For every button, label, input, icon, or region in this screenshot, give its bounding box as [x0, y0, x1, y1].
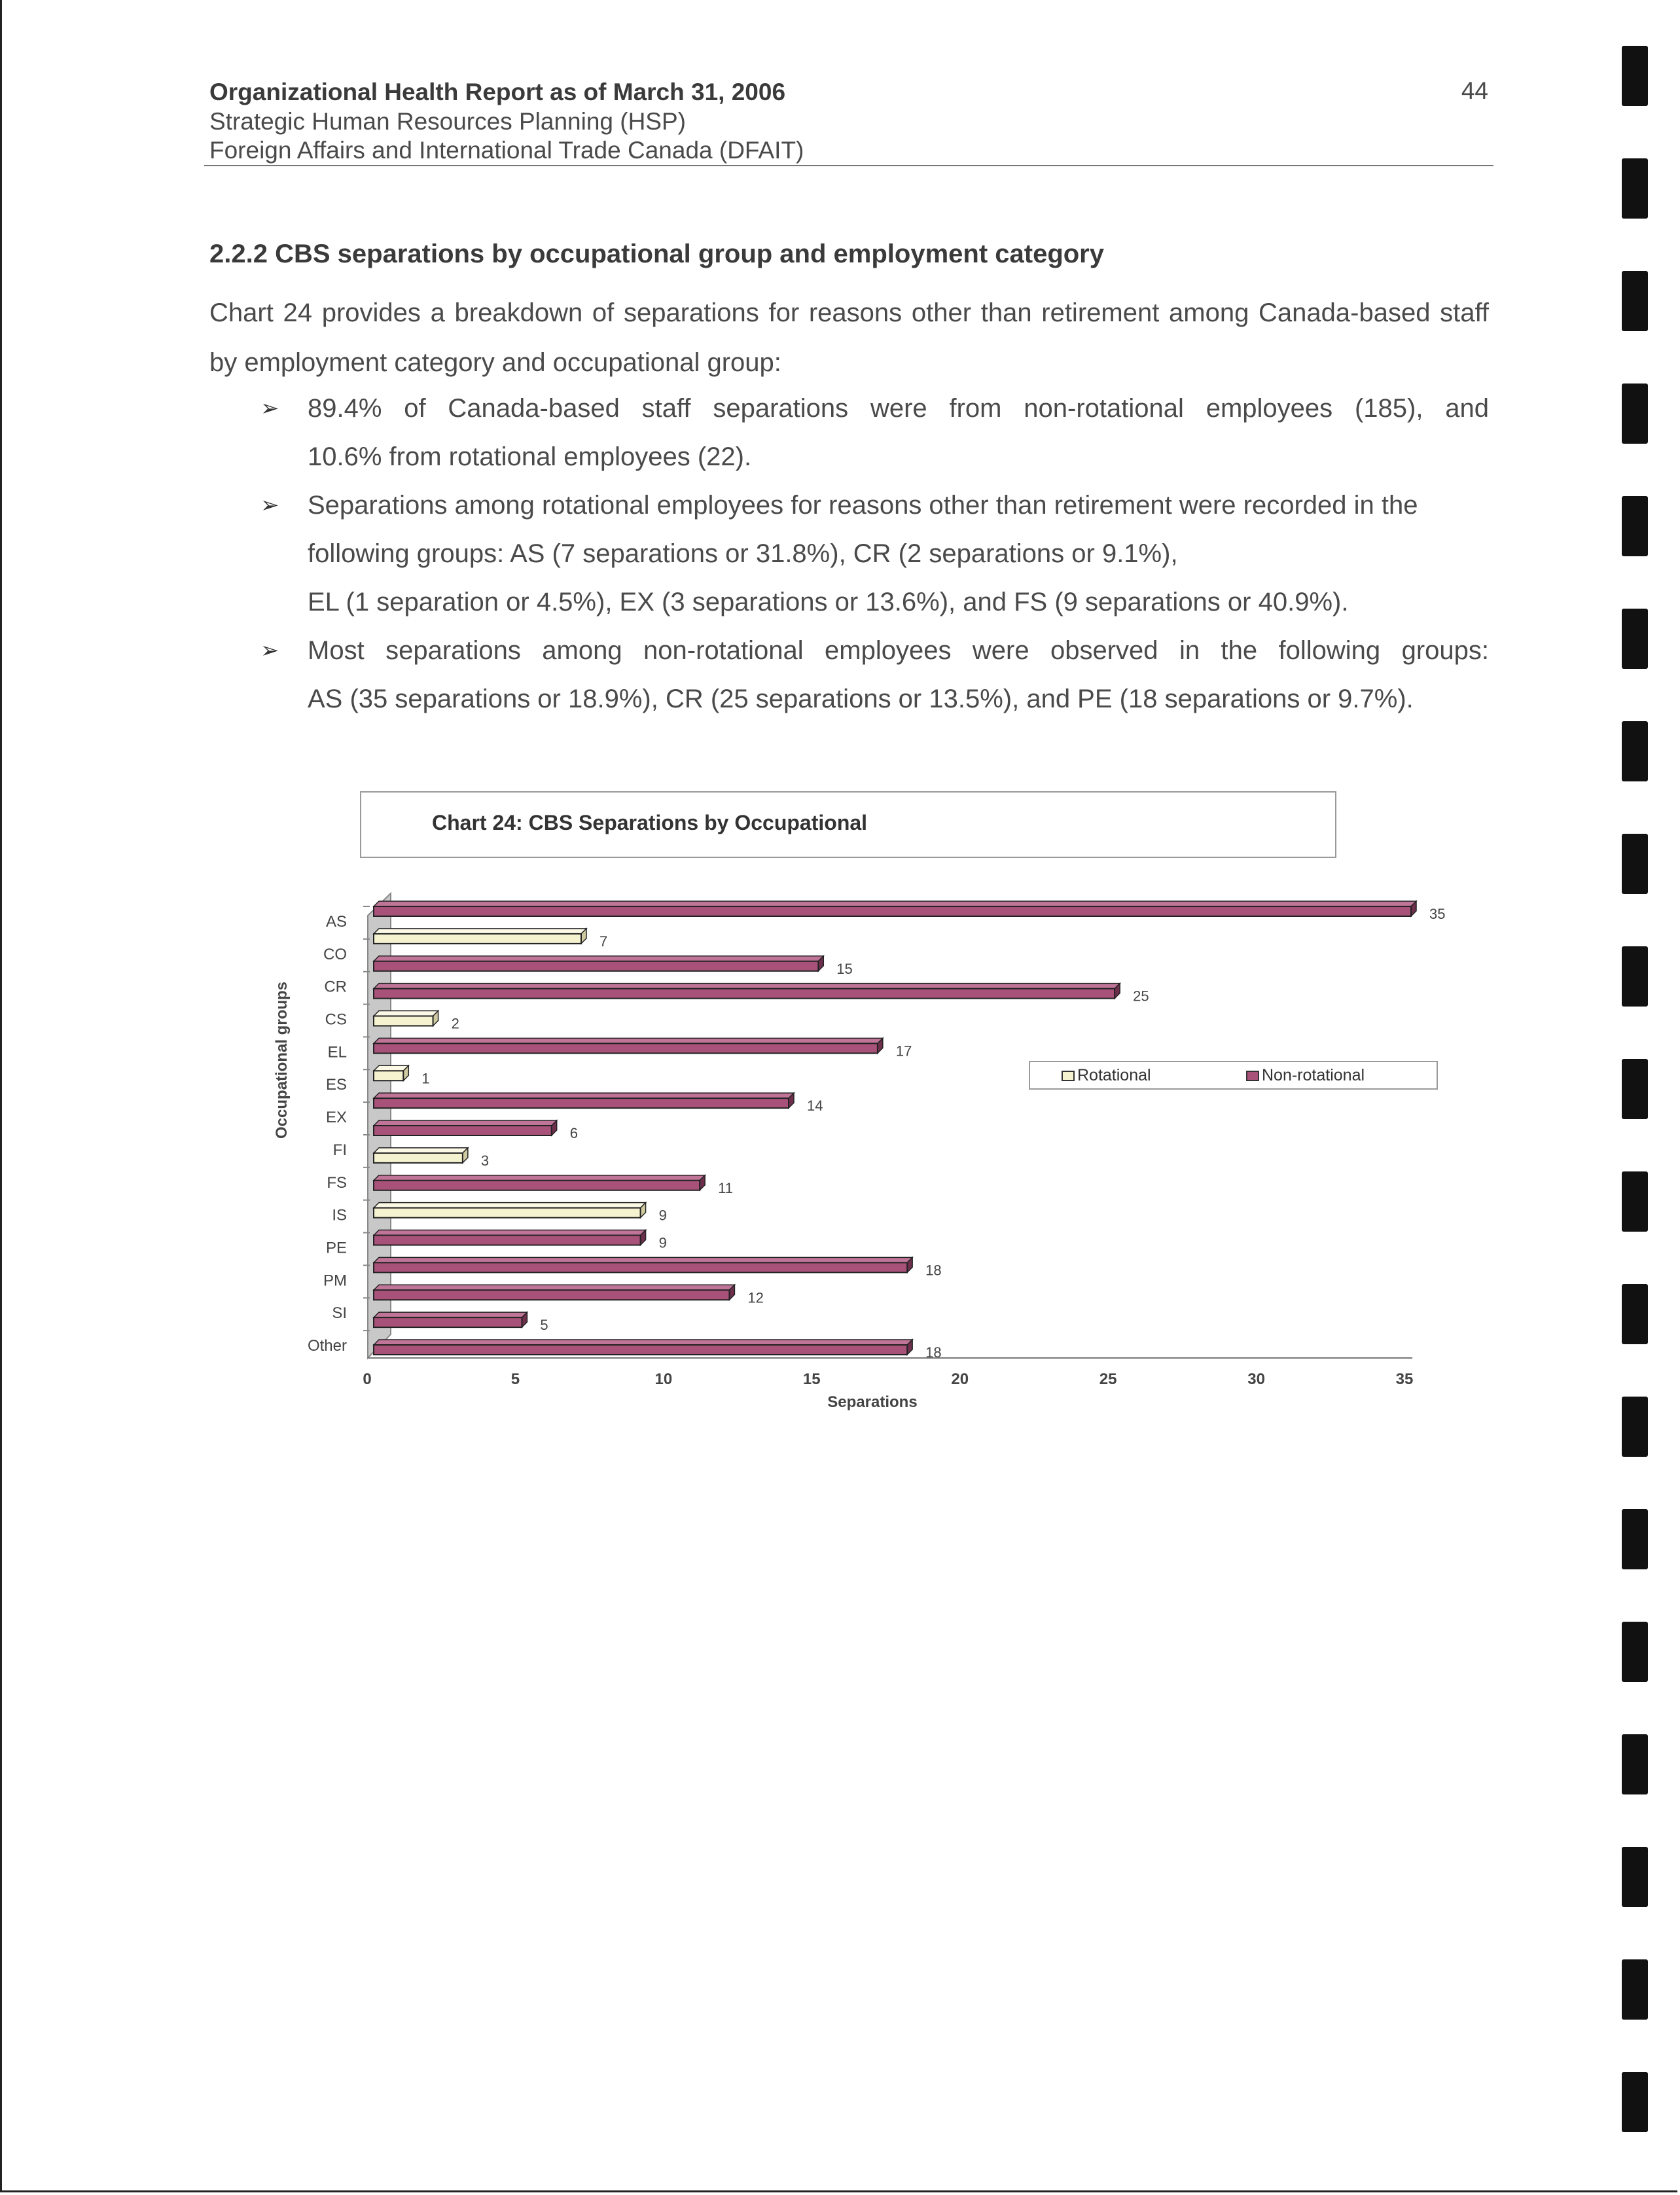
y-axis-title: Occupational groups [273, 981, 291, 1139]
bar-value-label: 6 [569, 1125, 578, 1141]
bar-cr-rotational [374, 1016, 433, 1026]
bar-cr-non-rotational [374, 989, 1115, 999]
legend-swatch [1062, 1071, 1075, 1081]
x-tick-label: 35 [1395, 1370, 1414, 1388]
binder-hole [1622, 721, 1648, 781]
y-tick-label: PE [325, 1239, 347, 1257]
y-tick-label: SI [332, 1304, 347, 1323]
bar-top [374, 1203, 646, 1208]
bar-top [374, 1093, 794, 1098]
bar-pe-non-rotational [374, 1262, 907, 1272]
bar-value-label: 18 [925, 1344, 942, 1361]
bar-es-non-rotational [374, 1098, 789, 1108]
bar-si-non-rotational [374, 1317, 522, 1327]
y-tick-label: EL [327, 1043, 347, 1062]
arrow-bullet-icon: ➢ [260, 396, 279, 421]
bar-value-label: 11 [718, 1179, 733, 1196]
bar-value-label: 3 [480, 1152, 490, 1169]
binder-hole [1622, 1284, 1648, 1344]
binder-hole [1622, 46, 1648, 106]
bar-value-label: 9 [658, 1234, 667, 1251]
bar-fi-non-rotational [374, 1181, 700, 1190]
binder-hole [1622, 1847, 1648, 1907]
bar-top [374, 901, 1416, 906]
y-tick-label: ES [325, 1076, 347, 1094]
bullet-line: AS (35 separations or 18.9%), CR (25 separations or 13.5%), and PE (18 separations or 9.7%). [308, 685, 1414, 713]
legend-label: Rotational [1077, 1066, 1151, 1084]
y-tick-label: FI [332, 1141, 347, 1159]
header-line-3: Foreign Affairs and International Trade Canada (DFAIT) [209, 137, 804, 164]
y-tick-label: AS [325, 912, 347, 931]
x-axis-title: Separations [827, 1393, 918, 1411]
y-tick-label: PM [323, 1272, 347, 1290]
bar-top [374, 1148, 468, 1153]
binder-hole [1622, 1059, 1648, 1119]
chart-title: Chart 24: CBS Separations by Occupational [432, 811, 868, 834]
bar-top [374, 1175, 705, 1181]
y-tick-label: CO [323, 945, 347, 963]
binder-hole [1622, 946, 1648, 1007]
bar-top [374, 984, 1120, 989]
y-tick-label: IS [332, 1206, 347, 1224]
binder-hole [1622, 496, 1648, 556]
bar-top [374, 1340, 912, 1345]
binder-hole [1622, 1959, 1648, 2020]
bar-top [374, 1011, 438, 1016]
bar-value-label: 7 [599, 933, 608, 950]
bar-fs-rotational [374, 1208, 641, 1218]
bar-el-rotational [374, 1071, 403, 1080]
bar-top [374, 1257, 912, 1262]
binder-hole [1622, 1622, 1648, 1682]
bar-ex-non-rotational [374, 1126, 552, 1135]
binder-hole [1622, 834, 1648, 894]
legend-label: Non-rotational [1262, 1066, 1365, 1084]
y-tick-label: EX [325, 1109, 347, 1127]
y-tick-label: CS [325, 1010, 347, 1029]
bar-value-label: 2 [451, 1015, 459, 1032]
bullet-line: Separations among rotational employees for reasons other than retirement were recorded in the [308, 491, 1418, 520]
bar-cs-non-rotational [374, 1043, 878, 1053]
bar-value-label: 25 [1133, 988, 1149, 1005]
bar-top [374, 929, 586, 934]
bar-value-label: 17 [895, 1043, 912, 1060]
bar-is-non-rotational [374, 1236, 641, 1245]
x-tick-label: 30 [1247, 1370, 1265, 1388]
section-title: 2.2.2 CBS separations by occupational group and employment category [209, 240, 1104, 268]
bar-value-label: 5 [540, 1317, 548, 1334]
bar-value-label: 9 [658, 1207, 667, 1224]
bar-top [374, 1285, 734, 1290]
bar-as-non-rotational [374, 906, 1411, 916]
x-tick-label: 25 [1099, 1370, 1117, 1388]
bar-value-label: 35 [1429, 906, 1446, 922]
x-tick-label: 10 [654, 1370, 673, 1388]
binder-hole [1622, 1171, 1648, 1232]
bullet-line: following groups: AS (7 separations or 31.8%), CR (2 separations or 9.1%), [308, 539, 1178, 568]
bar-pm-non-rotational [374, 1290, 729, 1300]
x-tick-label: 0 [363, 1370, 372, 1388]
bar-top [374, 1230, 646, 1236]
bar-value-label: 12 [747, 1289, 764, 1306]
header-line-2: Strategic Human Resources Planning (HSP) [209, 108, 686, 135]
bar-ex-rotational [374, 1153, 463, 1163]
bullet-line: EL (1 separation or 4.5%), EX (3 separations or 13.6%), and FS (9 separations or 40.9%). [308, 588, 1349, 616]
bar-top [374, 1312, 527, 1317]
binder-hole [1622, 1397, 1648, 1457]
bar-top [374, 1038, 883, 1043]
bar-top [374, 956, 823, 961]
x-tick-label: 20 [951, 1370, 969, 1388]
bar-top [374, 1120, 557, 1126]
y-tick-label: Other [307, 1337, 347, 1355]
arrow-bullet-icon: ➢ [260, 493, 279, 518]
chart-legend [1029, 1061, 1438, 1090]
report-title: Organizational Health Report as of March 31, 2006 [209, 79, 786, 105]
bullet-line: 89.4% of Canada-based staff separations were from non-rotational employees (185), and [308, 394, 1489, 423]
arrow-bullet-icon: ➢ [260, 638, 279, 663]
intro-paragraph: Chart 24 provides a breakdown of separations for reasons other than retirement among Canada-based staff by employment category and occupational group: [209, 298, 1489, 377]
bar-value-label: 18 [925, 1262, 942, 1279]
binder-hole [1622, 609, 1648, 669]
bullet-line: 10.6% from rotational employees (22). [308, 442, 752, 471]
legend-swatch [1246, 1071, 1259, 1081]
binder-hole [1622, 384, 1648, 444]
bar-co-non-rotational [374, 961, 818, 971]
y-tick-label: CR [324, 978, 347, 996]
binder-hole [1622, 1509, 1648, 1569]
bar-other-non-rotational [374, 1345, 907, 1355]
bar-as-rotational [374, 934, 581, 944]
x-tick-label: 15 [802, 1370, 821, 1388]
page-number: 44 [1461, 77, 1488, 104]
binder-hole [1622, 2072, 1648, 2132]
bar-value-label: 15 [836, 960, 853, 977]
bar-value-label: 1 [421, 1070, 430, 1087]
x-tick-label: 5 [510, 1370, 520, 1388]
binder-hole [1622, 158, 1648, 219]
bar-value-label: 14 [807, 1098, 823, 1115]
binder-hole [1622, 1734, 1648, 1794]
binder-hole [1622, 271, 1648, 331]
bullet-line: Most separations among non-rotational employees were observed in the following groups: [308, 636, 1489, 665]
y-tick-label: FS [327, 1173, 347, 1192]
legend-item-non-rotational [1246, 1066, 1365, 1085]
legend-item-rotational [1062, 1066, 1151, 1085]
bar-top [374, 1065, 408, 1071]
